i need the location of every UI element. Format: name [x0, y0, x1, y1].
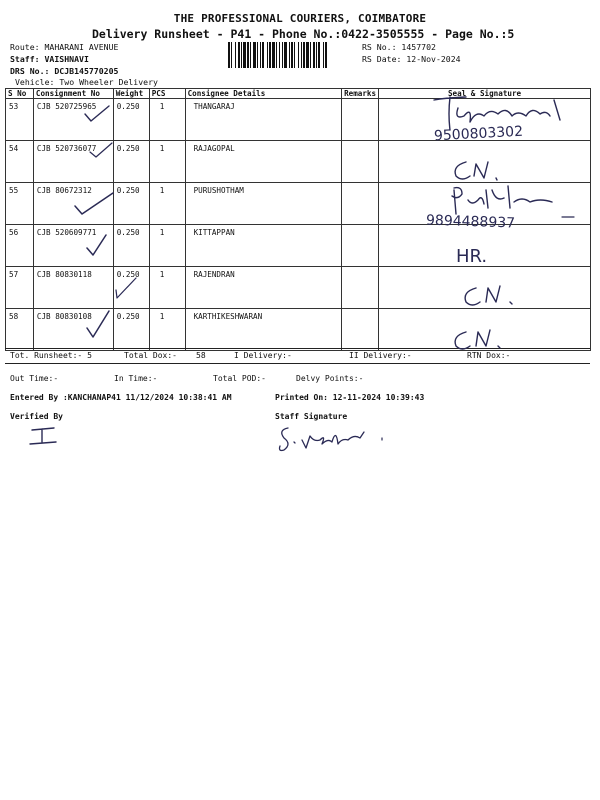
cell-pcs: 1: [149, 99, 185, 141]
cell-weight: 0.250: [113, 267, 149, 309]
rs-no: RS No.: 1457702: [362, 42, 436, 52]
tick-mark-icon: [112, 272, 138, 300]
company-title: THE PROFESSIONAL COURIERS, COIMBATORE: [173, 12, 427, 25]
handwritten-phone: 9500803302: [433, 123, 524, 145]
signature-icon: [448, 326, 518, 354]
total-dox-label: Total Dox:-: [124, 351, 177, 360]
cell-weight: 0.250: [113, 225, 149, 267]
barcode-bar: [313, 42, 315, 68]
cell-sno: 58: [6, 309, 34, 351]
barcode-bar: [279, 42, 280, 68]
printed-on: Printed On: 12-11-2024 10:39:43: [275, 393, 425, 402]
divider: [5, 363, 590, 364]
cell-remarks: [342, 225, 379, 267]
signature-icon: [448, 156, 508, 184]
barcode-bar: [228, 42, 230, 68]
barcode-bar: [284, 42, 287, 68]
barcode-bar: [235, 42, 236, 68]
cell-weight: 0.250: [113, 141, 149, 183]
barcode-bar: [318, 42, 320, 68]
barcode-bar: [231, 42, 232, 68]
i-delivery: I Delivery:-: [234, 351, 292, 360]
cell-sno: 55: [6, 183, 34, 225]
cell-weight: 0.250: [113, 309, 149, 351]
col-consignment: Consignment No: [33, 89, 113, 99]
barcode-bar: [298, 42, 299, 68]
staff-signature-icon: [274, 418, 384, 458]
cell-sno: 57: [6, 267, 34, 309]
entered-by: Entered By :KANCHANAP41 11/12/2024 10:38:41 AM: [10, 393, 232, 402]
barcode-bar: [282, 42, 283, 68]
barcode-bar: [323, 42, 324, 68]
barcode-bar: [303, 42, 305, 68]
cell-remarks: [342, 141, 379, 183]
tick-mark-icon: [88, 140, 114, 160]
barcode-bar: [253, 42, 256, 68]
barcode-bar: [291, 42, 293, 68]
vehicle-label: Vehicle: Two Wheeler Delivery: [15, 77, 158, 87]
barcode-bar: [250, 42, 251, 68]
cell-consignee: PURUSHOTHAM: [185, 183, 341, 225]
cell-sno: 56: [6, 225, 34, 267]
barcode-bar: [301, 42, 302, 68]
barcode-bar: [316, 42, 317, 68]
cell-consignee: RAJAGOPAL: [185, 141, 341, 183]
cell-pcs: 1: [149, 141, 185, 183]
barcode-bar: [257, 42, 258, 68]
dash-mark-icon: [560, 214, 578, 220]
cell-pcs: 1: [149, 309, 185, 351]
cell-remarks: [342, 309, 379, 351]
cell-consignment: CJB 80830108: [33, 309, 113, 351]
barcode-bar: [247, 42, 249, 68]
verified-by: Verified By: [10, 412, 63, 421]
cell-consignment: CJB 80672312: [33, 183, 113, 225]
barcode-bar: [306, 42, 309, 68]
barcode-icon: [228, 42, 356, 68]
col-consignee: Consignee Details: [185, 89, 341, 99]
col-seal: Seal & Signature: [379, 89, 591, 99]
barcode-bar: [289, 42, 290, 68]
barcode-bar: [243, 42, 246, 68]
barcode-bar: [241, 42, 242, 68]
barcode-bar: [276, 42, 277, 68]
cell-remarks: [342, 267, 379, 309]
rs-date: RS Date: 12-Nov-2024: [362, 54, 461, 64]
tick-mark-icon: [84, 308, 112, 340]
in-time: In Time:-: [114, 374, 158, 383]
ii-delivery: II Delivery:-: [349, 351, 412, 360]
cell-pcs: 1: [149, 267, 185, 309]
handwritten-phone: 9894488937: [425, 212, 516, 232]
cell-consignee: KITTAPPAN: [185, 225, 341, 267]
out-time: Out Time:-: [10, 374, 59, 383]
runsheet-subtitle: Delivery Runsheet - P41 - Phone No.:0422-3505555 - Page No.:5: [92, 27, 515, 41]
signature-icon: [458, 282, 528, 310]
cell-consignee: THANGARAJ: [185, 99, 341, 141]
barcode-bar: [238, 42, 240, 68]
tick-mark-icon: [72, 190, 116, 220]
barcode-bar: [269, 42, 271, 68]
rtn-dox: RTN Dox:-: [467, 351, 511, 360]
barcode-bar: [267, 42, 268, 68]
barcode-bar: [272, 42, 275, 68]
cell-remarks: [342, 183, 379, 225]
staff-signature-label: Staff Signature: [275, 412, 348, 421]
cell-consignment: CJB 520736077: [33, 141, 113, 183]
tot-runsheet: Tot. Runsheet:- 5: [10, 351, 92, 360]
verifier-initial-icon: [26, 424, 60, 448]
barcode-bar: [325, 42, 327, 68]
col-pcs: PCS: [149, 89, 185, 99]
barcode-bar: [260, 42, 261, 68]
col-sno: S No: [6, 89, 34, 99]
route-label: Route: MAHARANI AVENUE: [10, 42, 119, 52]
signature-icon: [448, 182, 560, 218]
col-remarks: Remarks: [342, 89, 379, 99]
tick-mark-icon: [82, 104, 112, 126]
cell-remarks: [342, 99, 379, 141]
cell-consignee: KARTHIKESHWARAN: [185, 309, 341, 351]
cell-consignee: RAJENDRAN: [185, 267, 341, 309]
col-weight: Weight: [113, 89, 149, 99]
staff-label: Staff: VAISHNAVI: [10, 54, 89, 64]
cell-pcs: 1: [149, 183, 185, 225]
cell-consignment: CJB 520609771: [33, 225, 113, 267]
tick-mark-icon: [84, 232, 110, 258]
drs-label: DRS No.: DCJB145770205: [10, 66, 119, 76]
total-dox-value: 58: [196, 351, 206, 360]
cell-consignment: CJB 80830118: [33, 267, 113, 309]
delvy-points: Delvy Points:-: [296, 374, 364, 383]
barcode-bar: [294, 42, 295, 68]
total-pod: Total POD:-: [213, 374, 266, 383]
barcode-bar: [310, 42, 311, 68]
handwritten-initials: HR.: [456, 246, 488, 267]
cell-sno: 53: [6, 99, 34, 141]
cell-weight: 0.250: [113, 183, 149, 225]
cell-consignment: CJB 520725965: [33, 99, 113, 141]
cell-weight: 0.250: [113, 99, 149, 141]
cell-sno: 54: [6, 141, 34, 183]
barcode-bar: [262, 42, 264, 68]
cell-pcs: 1: [149, 225, 185, 267]
